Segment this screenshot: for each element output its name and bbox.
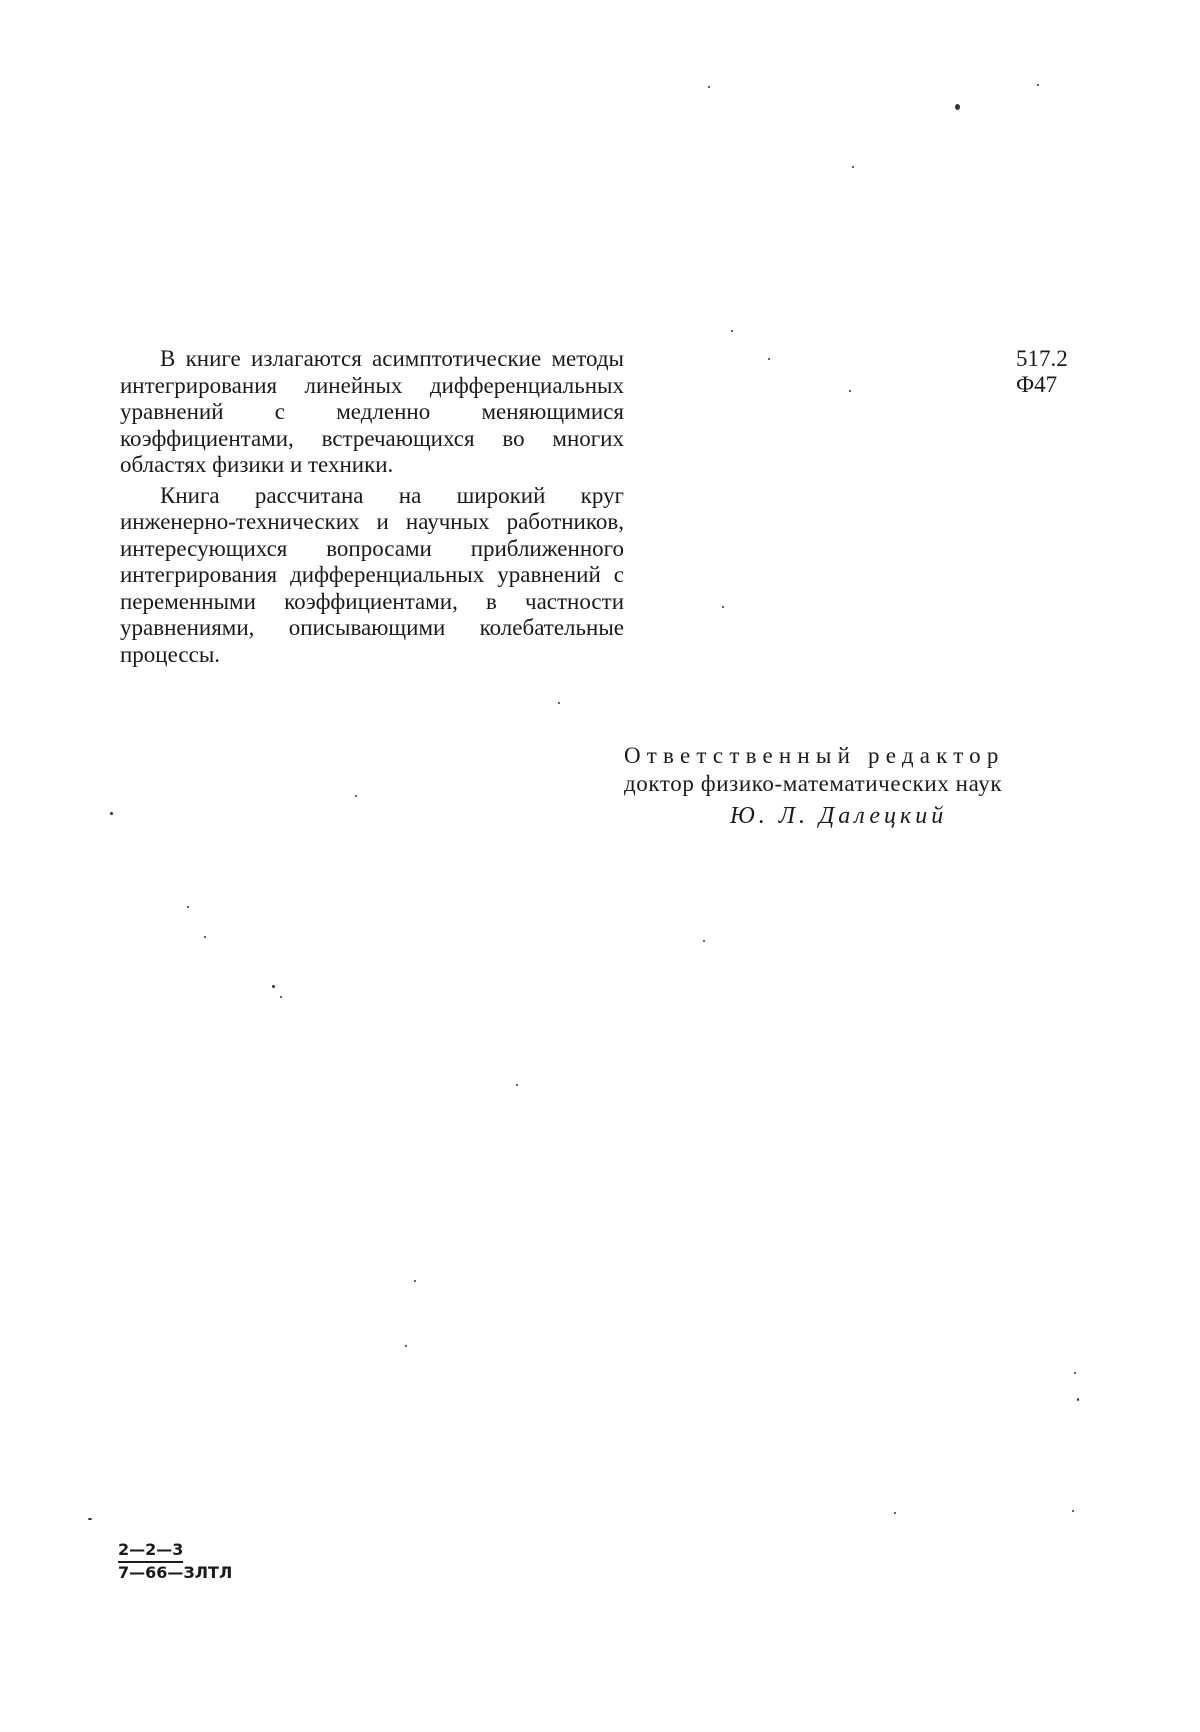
annotation-paragraph-2: Книга рассчитана на широкий круг инженерно-технических и научных работников, интересующихся вопросами приближенного интегрирования дифференциальных уравнений с переменными коэффициентами, в частности уравнениями, описывающими колебательные процессы. [120, 482, 624, 667]
scan-speck [110, 812, 113, 815]
print-code-bottom: 7—66—ЗЛТЛ [118, 1563, 233, 1582]
scan-speck [1077, 1398, 1079, 1401]
scan-speck [703, 940, 705, 942]
library-code: Ф47 [1016, 372, 1058, 397]
scan-speck [88, 1518, 92, 1520]
print-code [118, 1540, 232, 1583]
annotation-block [120, 346, 624, 672]
scan-speck [272, 985, 275, 988]
scan-speck [558, 702, 560, 704]
scan-speck [955, 104, 960, 110]
scan-speck [849, 390, 851, 392]
editor-degree: доктор физико-математических наук [624, 771, 1003, 796]
scan-speck [852, 166, 854, 168]
scan-speck [355, 795, 357, 797]
udc-number: 517.2 [1016, 346, 1068, 371]
scan-speck [1037, 84, 1039, 86]
classification-index [1016, 346, 1068, 398]
scan-speck [722, 606, 724, 608]
scan-speck [1074, 1372, 1076, 1374]
scan-speck [708, 86, 710, 88]
scan-speck [187, 906, 189, 908]
print-code-top: 2—2—3 [118, 1540, 183, 1563]
scan-speck [405, 1345, 407, 1347]
scan-speck [204, 936, 206, 938]
scan-speck [414, 1280, 416, 1282]
scan-speck [768, 358, 770, 360]
scan-speck [516, 1084, 518, 1086]
scan-speck [280, 996, 282, 998]
scan-speck [894, 1512, 896, 1514]
scan-speck [731, 330, 733, 332]
annotation-paragraph-1: В книге излагаются асимптотические методы интегрирования линейных дифференциальных уравнений с медленно меняющимися коэффициентами, встречающихся во многих областях физики и техники. [120, 346, 624, 477]
editor-name: Ю. Л. Далецкий [730, 803, 948, 829]
editor-role: Ответственный редактор [624, 743, 1005, 768]
editor-block [624, 742, 1090, 830]
scan-speck [1072, 1510, 1074, 1512]
